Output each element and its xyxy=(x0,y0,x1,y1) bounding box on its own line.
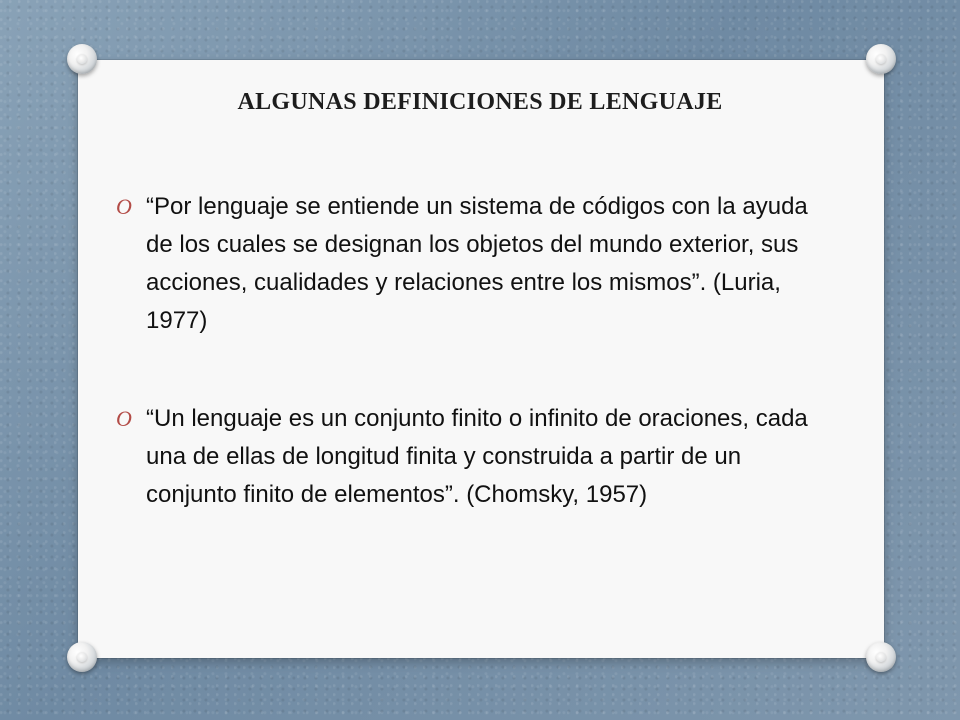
pushpin-bottom-left xyxy=(67,642,97,672)
pushpin-top-left xyxy=(67,44,97,74)
definition-list xyxy=(116,188,826,514)
pushpin-top-right xyxy=(866,44,896,74)
pushpin-bottom-right xyxy=(866,642,896,672)
definition-luria xyxy=(116,188,826,340)
slide-title: ALGUNAS DEFINICIONES DE LENGUAJE xyxy=(237,89,723,115)
definition-chomsky-text: “Un lenguaje es un conjunto finito o infinito de oraciones, cada una de ellas de longitud finita y construida a partir de un conjunto finito de elementos”. (Chomsky, 1957) xyxy=(146,405,808,508)
definition-chomsky xyxy=(116,400,826,514)
definition-luria-text: “Por lenguaje se entiende un sistema de códigos con la ayuda de los cuales se designan los objetos del mundo exterior, sus acciones, cualidades y relaciones entre los mismos”. (Luria, 1977) xyxy=(146,193,808,334)
bullet-marker: O xyxy=(116,194,132,219)
bullet-marker: O xyxy=(116,406,132,431)
